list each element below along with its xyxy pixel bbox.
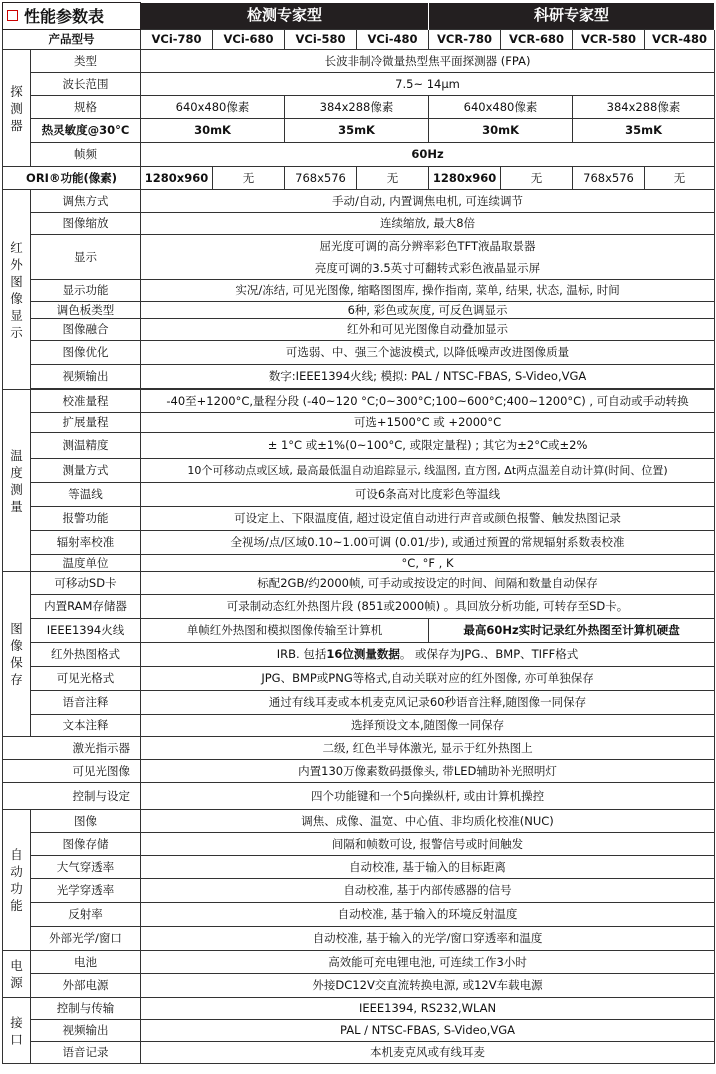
table-row xyxy=(3,783,715,810)
table-row xyxy=(3,667,715,691)
row-label: 电池 xyxy=(31,951,141,974)
row-value: JPG、BMP或PNG等格式,自动关联对应的红外图像, 亦可单独保存 xyxy=(141,667,715,691)
table-row xyxy=(3,833,715,856)
row-value: 高效能可充电锂电池, 可连续工作3小时 xyxy=(141,951,715,974)
row-value: 自动校准, 基于输入的目标距离 xyxy=(141,856,715,879)
table-row xyxy=(3,507,715,531)
table-row xyxy=(3,760,715,783)
models-label: 产品型号 xyxy=(3,30,141,50)
table-row xyxy=(3,143,715,167)
row-label: 反射率 xyxy=(31,903,141,927)
row-value: ± 1°C 或±1%(0~100°C, 或限定量程) ; 其它为±2°C或±2% xyxy=(141,433,715,459)
table-row xyxy=(3,1042,715,1064)
row-value: 长波非制冷微量热型焦平面探测器 (FPA) xyxy=(141,50,715,73)
row-label: 视频输出 xyxy=(31,1020,141,1042)
model-cell: VCi-480 xyxy=(357,30,429,50)
row-value: 二级, 红色半导体激光, 显示于红外热图上 xyxy=(141,737,715,760)
row-value: 可设6条高对比度彩色等温线 xyxy=(141,483,715,507)
display-line: 亮度可调的3.5英寸可翻转式彩色液晶显示屏 xyxy=(314,261,541,275)
row-value: 768x576 xyxy=(285,167,357,190)
table-row xyxy=(3,531,715,555)
table-row xyxy=(3,413,715,433)
row-value: 30mK xyxy=(141,119,285,143)
row-label: 温度单位 xyxy=(31,555,141,572)
group-label-temperature: 温 度 测 量 xyxy=(3,390,31,572)
table-row xyxy=(3,903,715,927)
row-value: 可设定上、下限温度值, 超过设定值自动进行声音或颜色报警、触发热图记录 xyxy=(141,507,715,531)
row-value: 60Hz xyxy=(141,143,715,167)
row-value: 实况/冻结, 可见光图像, 缩略图图库, 操作指南, 菜单, 结果, 状态, 温标, 时间 xyxy=(141,280,715,302)
row-label: 显示功能 xyxy=(31,280,141,302)
row-value: 四个功能键和一个5向操纵杆, 或由计算机操控 xyxy=(141,783,715,810)
row-value: 单帧红外热图和模拟图像传输至计算机 xyxy=(141,619,429,643)
group-label-storage: 图 像 保 存 xyxy=(3,572,31,737)
table-row xyxy=(3,365,715,389)
display-line: 屈光度可调的高分辨率彩色TFT液晶取景器 xyxy=(319,239,536,253)
table-row xyxy=(3,595,715,619)
table-row xyxy=(3,619,715,643)
row-value: 384x288像素 xyxy=(285,96,429,119)
row-label: 图像融合 xyxy=(31,319,141,341)
row-label: 光学穿透率 xyxy=(31,879,141,903)
table-row xyxy=(3,302,715,319)
row-label: 图像优化 xyxy=(31,341,141,365)
row-value: -40至+1200°C,量程分段 (-40~120 °C;0~300°C;100~600°C;400~1200°C) , 可自动或手动转换 xyxy=(141,390,715,413)
row-label: 激光指示器 xyxy=(3,737,141,760)
row-value xyxy=(141,235,715,280)
row-value: 本机麦克风或有线耳麦 xyxy=(141,1042,715,1064)
row-label: 调色板类型 xyxy=(31,302,141,319)
table-row xyxy=(3,483,715,507)
row-value: 可选+1500°C 或 +2000°C xyxy=(141,413,715,433)
table-row xyxy=(3,691,715,715)
table-row xyxy=(3,974,715,998)
group-label-detector: 探 测 器 xyxy=(3,50,31,167)
table-row xyxy=(3,555,715,572)
row-label: 语音记录 xyxy=(31,1042,141,1064)
table-row xyxy=(3,459,715,483)
table-row xyxy=(3,810,715,833)
row-label: 热灵敏度@30°C xyxy=(31,119,141,143)
row-value: 7.5~ 14μm xyxy=(141,73,715,96)
format-bold-text: 16位测量数据 xyxy=(326,647,400,661)
row-label: ORI®功能(像素) xyxy=(3,167,141,190)
table-row xyxy=(3,280,715,302)
row-value: 自动校准, 基于输入的环境反射温度 xyxy=(141,903,715,927)
row-label: 报警功能 xyxy=(31,507,141,531)
row-value: 768x576 xyxy=(573,167,645,190)
row-label: 外部电源 xyxy=(31,974,141,998)
row-label: 大气穿透率 xyxy=(31,856,141,879)
table-row xyxy=(3,73,715,96)
row-label: IEEE1394火线 xyxy=(31,619,141,643)
row-label: 控制与传输 xyxy=(31,998,141,1020)
model-cell: VCR-580 xyxy=(573,30,645,50)
model-cell: VCi-780 xyxy=(141,30,213,50)
table-row xyxy=(3,190,715,213)
row-label: 控制与设定 xyxy=(3,783,141,810)
table-row xyxy=(3,737,715,760)
row-value: 384x288像素 xyxy=(573,96,715,119)
table-row xyxy=(3,119,715,143)
models-row xyxy=(3,30,715,50)
format-text: 。 或保存为JPG.、BMP、TIFF格式 xyxy=(399,647,579,661)
row-value: 无 xyxy=(213,167,285,190)
row-value: 6种, 彩色或灰度, 可反色调显示 xyxy=(141,302,715,319)
table-row xyxy=(3,235,715,280)
model-cell: VCi-580 xyxy=(285,30,357,50)
group-header-inspection: 检测专家型 xyxy=(141,3,429,30)
row-label: 测量方式 xyxy=(31,459,141,483)
row-label: 外部光学/窗口 xyxy=(31,927,141,951)
table-row xyxy=(3,50,715,73)
table-row xyxy=(3,96,715,119)
row-value: 640x480像素 xyxy=(429,96,573,119)
row-label: 辐射率校准 xyxy=(31,531,141,555)
header-row xyxy=(3,3,715,30)
row-value: 35mK xyxy=(573,119,715,143)
row-label: 调焦方式 xyxy=(31,190,141,213)
table-row xyxy=(3,433,715,459)
row-value: 内置130万像素数码摄像头, 带LED辅助补光照明灯 xyxy=(141,760,715,783)
row-label: 图像 xyxy=(31,810,141,833)
group-label-auto: 自 动 功 能 xyxy=(3,810,31,951)
row-label: 扩展量程 xyxy=(31,413,141,433)
row-label: 可见光图像 xyxy=(3,760,141,783)
table-row xyxy=(3,1020,715,1042)
table-row xyxy=(3,572,715,595)
group-label-interface: 接 口 xyxy=(3,998,31,1064)
row-value xyxy=(141,643,715,667)
row-label: 规格 xyxy=(31,96,141,119)
row-label: 可移动SD卡 xyxy=(31,572,141,595)
table-row xyxy=(3,998,715,1020)
row-label: 等温线 xyxy=(31,483,141,507)
row-value: 手动/自动, 内置调焦电机, 可连续调节 xyxy=(141,190,715,213)
row-label: 可见光格式 xyxy=(31,667,141,691)
table-row xyxy=(3,167,715,190)
spec-table xyxy=(2,2,715,1064)
row-label: 图像存储 xyxy=(31,833,141,856)
row-value: °C, °F , K xyxy=(141,555,715,572)
row-value: 可录制动态红外热图片段 (851或2000帧) 。具回放分析功能, 可转存至SD卡。 xyxy=(141,595,715,619)
row-value: 1280x960 xyxy=(429,167,501,190)
row-value: 标配2GB/约2000帧, 可手动或按设定的时间、间隔和数量自动保存 xyxy=(141,572,715,595)
format-text: IRB. 包括 xyxy=(276,647,327,661)
row-label: 图像缩放 xyxy=(31,213,141,235)
group-header-research: 科研专家型 xyxy=(429,3,715,30)
row-value: 无 xyxy=(501,167,573,190)
model-cell: VCR-480 xyxy=(645,30,715,50)
row-label: 语音注释 xyxy=(31,691,141,715)
row-value: 全视场/点/区域0.10~1.00可调 (0.01/步), 或通过预置的常规辐射系数表校准 xyxy=(141,531,715,555)
row-value: 35mK xyxy=(285,119,429,143)
table-row xyxy=(3,715,715,737)
model-cell: VCi-680 xyxy=(213,30,285,50)
row-value: 选择预设文本,随图像一同保存 xyxy=(141,715,715,737)
row-value: 自动校准, 基于内部传感器的信号 xyxy=(141,879,715,903)
row-label: 测温精度 xyxy=(31,433,141,459)
row-value: 数字:IEEE1394火线; 模拟: PAL / NTSC-FBAS, S-Video,VGA xyxy=(141,365,715,389)
row-value: 自动校准, 基于输入的光学/窗口穿透率和温度 xyxy=(141,927,715,951)
model-cell: VCR-780 xyxy=(429,30,501,50)
row-value: 最高60Hz实时记录红外热图至计算机硬盘 xyxy=(429,619,715,643)
group-label-power: 电 源 xyxy=(3,951,31,998)
row-label: 类型 xyxy=(31,50,141,73)
page-title: 性能参数表 xyxy=(3,3,141,30)
group-label-ir-display: 红 外 图 像 显 示 xyxy=(3,190,31,390)
row-value: 外接DC12V交直流转换电源, 或12V车载电源 xyxy=(141,974,715,998)
table-row xyxy=(3,927,715,951)
table-row xyxy=(3,319,715,341)
row-value: 连续缩放, 最大8倍 xyxy=(141,213,715,235)
row-value: 红外和可见光图像自动叠加显示 xyxy=(141,319,715,341)
table-row xyxy=(3,213,715,235)
row-label: 校准量程 xyxy=(31,390,141,413)
row-value: 10个可移动点或区域, 最高最低温自动追踪显示, 线温图, 直方图, Δt两点温差自动计算(时间、位置) xyxy=(141,459,715,483)
table-row xyxy=(3,643,715,667)
table-row xyxy=(3,879,715,903)
row-value: PAL / NTSC-FBAS, S-Video,VGA xyxy=(141,1020,715,1042)
square-bullet-icon xyxy=(7,10,18,21)
table-row xyxy=(3,341,715,365)
row-value: 通过有线耳麦或本机麦克风记录60秒语音注释,随图像一同保存 xyxy=(141,691,715,715)
row-value: IEEE1394, RS232,WLAN xyxy=(141,998,715,1020)
table-row xyxy=(3,390,715,413)
row-label: 帧频 xyxy=(31,143,141,167)
row-value: 无 xyxy=(645,167,715,190)
table-row xyxy=(3,856,715,879)
row-label: 显示 xyxy=(31,235,141,280)
row-label: 波长范围 xyxy=(31,73,141,96)
row-label: 文本注释 xyxy=(31,715,141,737)
row-value: 无 xyxy=(357,167,429,190)
model-cell: VCR-680 xyxy=(501,30,573,50)
row-value: 30mK xyxy=(429,119,573,143)
row-value: 640x480像素 xyxy=(141,96,285,119)
row-label: 内置RAM存储器 xyxy=(31,595,141,619)
row-value: 调焦、成像、温宽、中心值、非均质化校准(NUC) xyxy=(141,810,715,833)
row-label: 视频输出 xyxy=(31,365,141,389)
row-value: 间隔和帧数可设, 报警信号或时间触发 xyxy=(141,833,715,856)
row-label: 红外热图格式 xyxy=(31,643,141,667)
table-row xyxy=(3,951,715,974)
row-value: 可选弱、中、强三个滤波模式, 以降低噪声改进图像质量 xyxy=(141,341,715,365)
row-value: 1280x960 xyxy=(141,167,213,190)
